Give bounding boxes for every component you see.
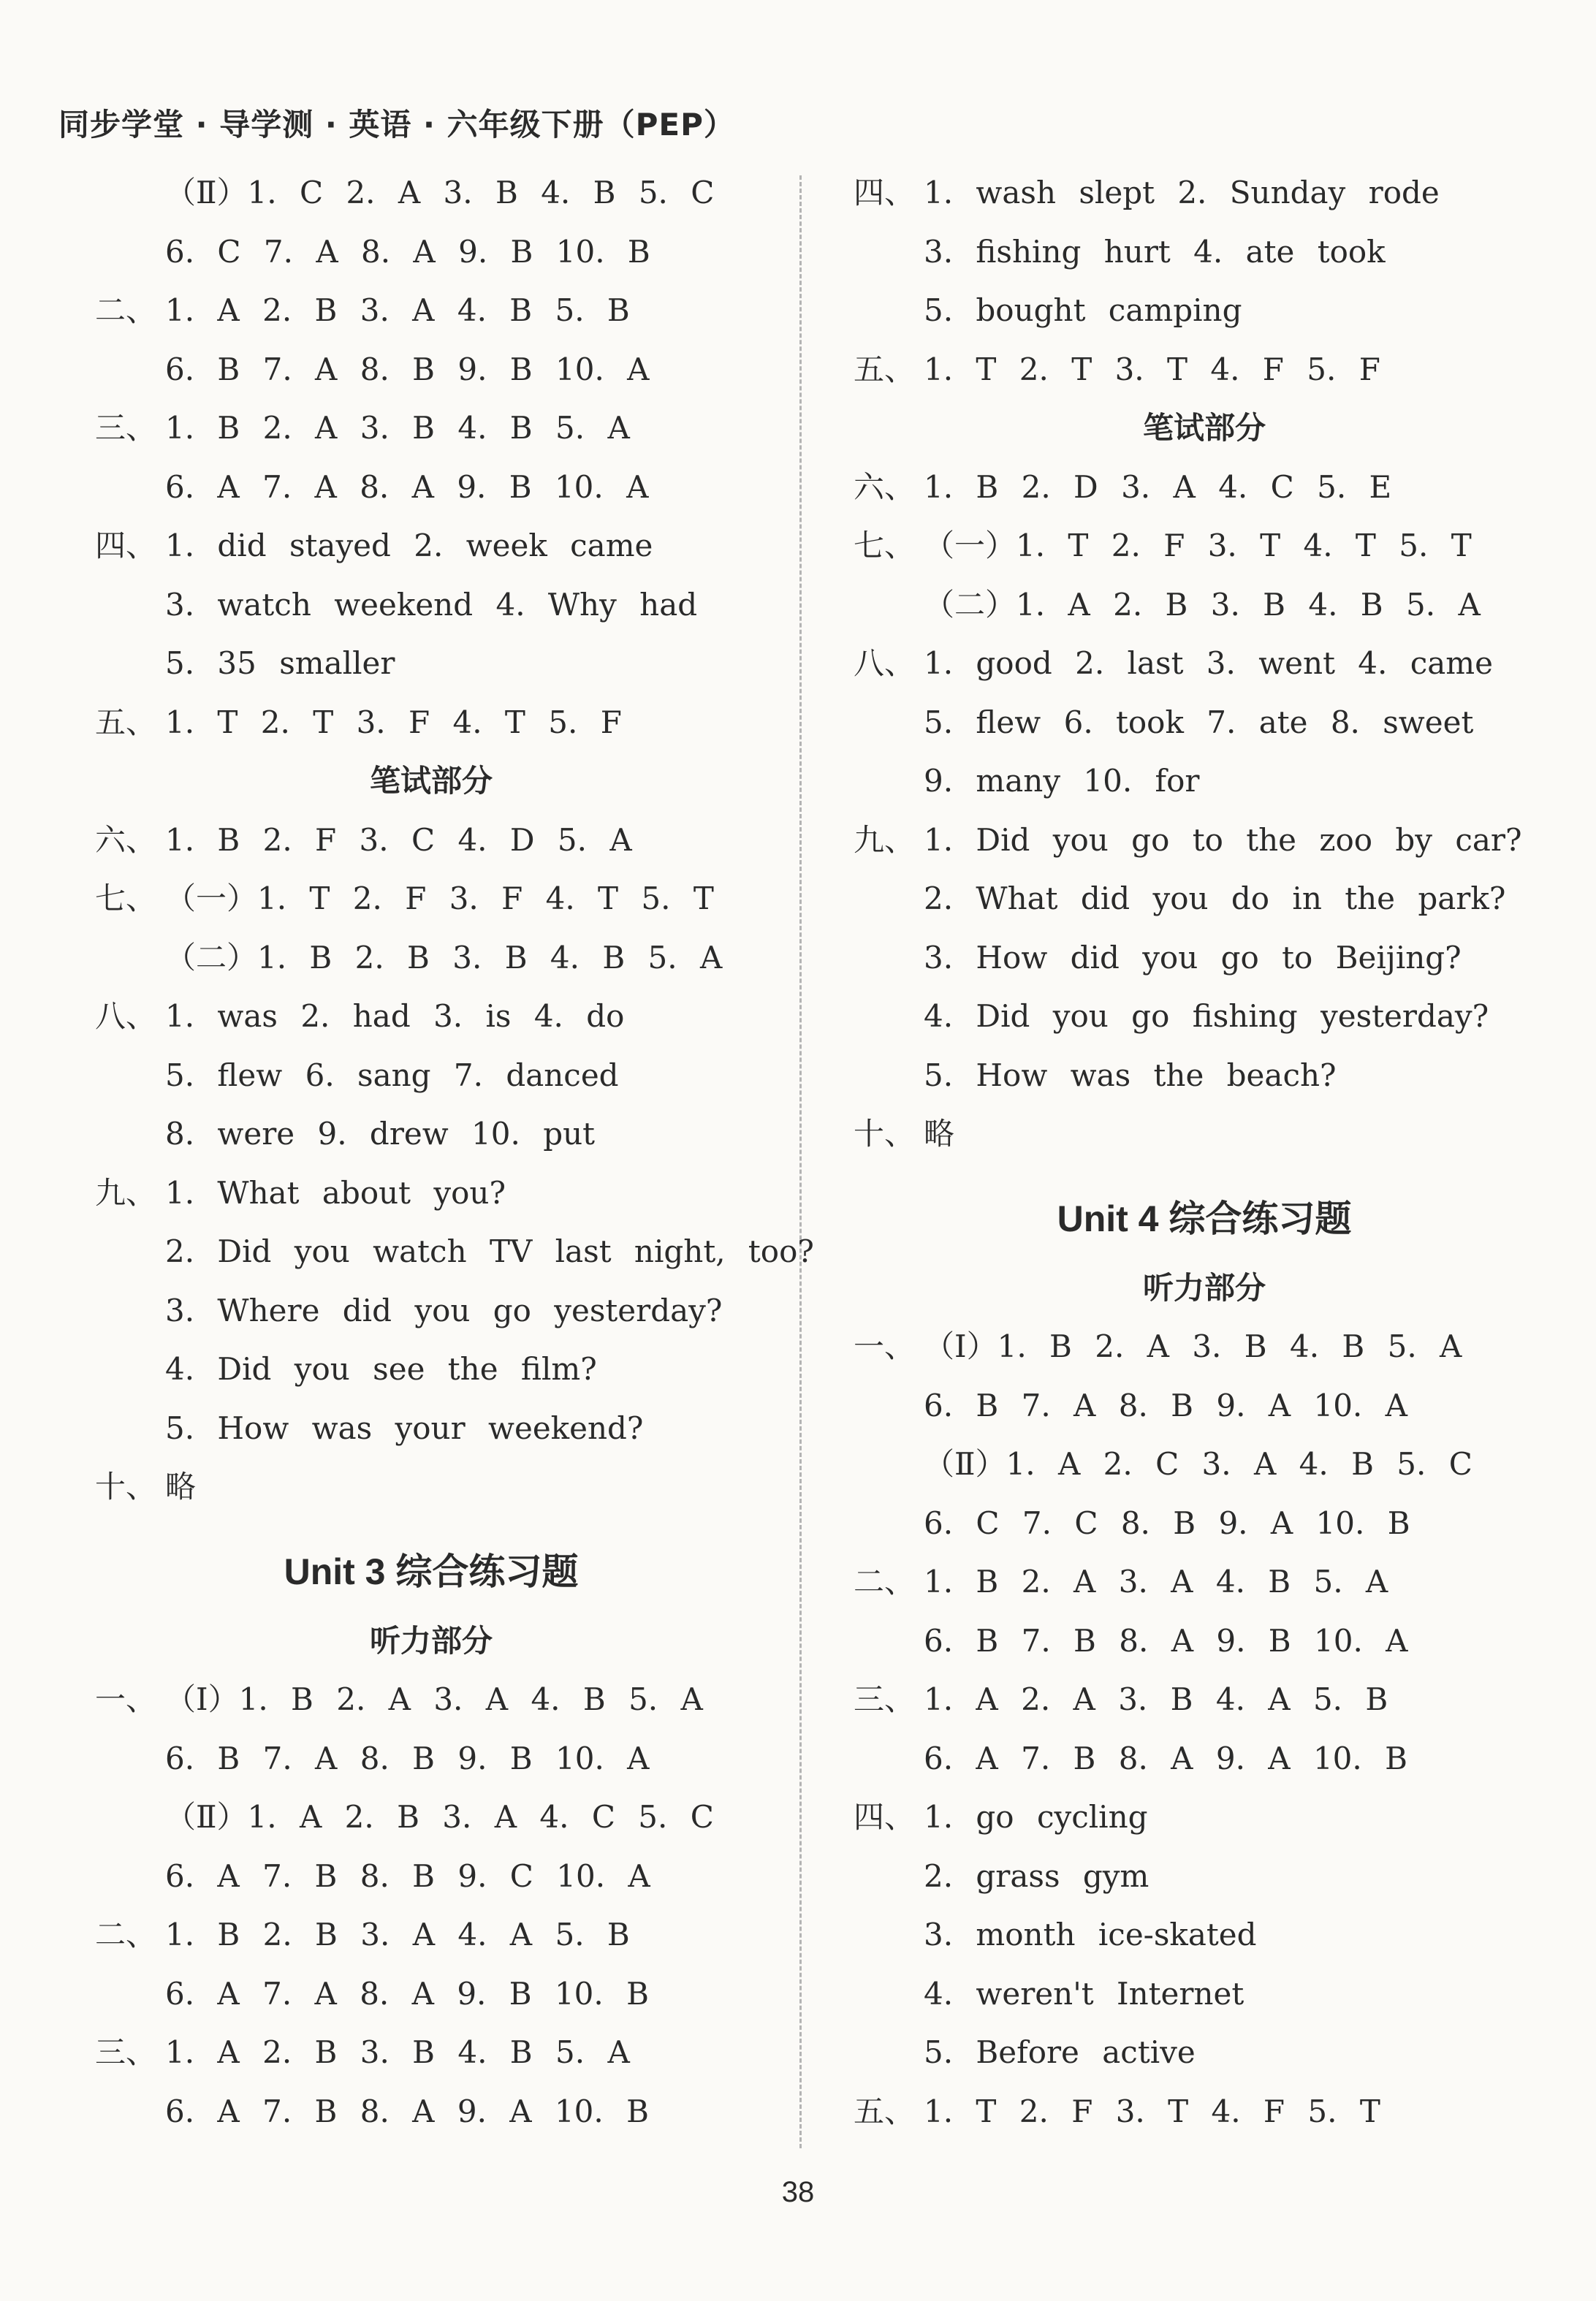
answer-text: 6. C 7. A 8. A 9. B 10. B — [165, 233, 650, 270]
answer-text: 5. bought camping — [924, 292, 1242, 328]
section-number: 五、 — [95, 704, 157, 740]
answer-text: 6. B 7. A 8. B 9. A 10. A — [924, 1387, 1407, 1423]
answer-text: 6. B 7. B 8. A 9. B 10. A — [924, 1622, 1408, 1659]
answer-line — [95, 281, 767, 341]
answer-line — [854, 1046, 1555, 1106]
section-number: 四、 — [854, 1799, 916, 1835]
answer-text: （二）1. A 2. B 3. B 4. B 5. A — [924, 586, 1481, 623]
answer-text: （Ⅱ）1. C 2. A 3. B 4. B 5. C — [165, 175, 715, 210]
answer-line — [854, 1435, 1555, 1494]
answer-line — [854, 517, 1555, 576]
answer-line — [854, 281, 1555, 341]
answer-text: 3. month ice-skated — [924, 1917, 1257, 1952]
answer-text: 8. were 9. drew 10. put — [165, 1116, 596, 1152]
section-number: 六、 — [95, 821, 157, 858]
answer-line — [95, 458, 767, 517]
answer-line — [854, 1553, 1555, 1612]
answer-text: 1. good 2. last 3. went 4. came — [924, 645, 1493, 681]
answer-text: 4. Did you see the film? — [165, 1351, 597, 1387]
answer-line — [854, 811, 1555, 870]
answer-text: 6. A 7. B 8. A 9. A 10. B — [165, 2093, 649, 2129]
answer-line — [854, 1965, 1555, 2024]
section-number: 六、 — [854, 468, 916, 505]
answer-line — [854, 223, 1555, 282]
answer-text: （Ⅱ）1. A 2. C 3. A 4. B 5. C — [924, 1446, 1472, 1482]
answer-text: 4. Did you go fishing yesterday? — [924, 998, 1489, 1034]
answer-text: 4. weren't Internet — [924, 1975, 1244, 2012]
answer-line — [95, 341, 767, 400]
section-heading: 笔试部分 — [1142, 410, 1266, 446]
answer-text: 1. A 2. B 3. A 4. B 5. B — [165, 292, 630, 328]
section-number: 八、 — [95, 998, 157, 1034]
answer-text: 2. Did you watch TV last night, too? — [165, 1233, 814, 1269]
answer-line — [95, 1847, 767, 1906]
answer-line — [95, 1340, 767, 1399]
answer-text: 3. Where did you go yesterday? — [165, 1292, 723, 1328]
answer-text: 6. B 7. A 8. B 9. B 10. A — [165, 351, 650, 387]
answer-text: 1. B 2. D 3. A 4. C 5. E — [924, 468, 1392, 505]
answer-line — [95, 1282, 767, 1341]
section-number: 十、 — [854, 1116, 916, 1152]
answer-line — [95, 987, 767, 1046]
answer-line — [854, 1906, 1555, 1965]
answer-text: 1. T 2. T 3. T 4. F 5. F — [924, 351, 1380, 387]
answer-line — [95, 1965, 767, 2024]
section-heading: 听力部分 — [1142, 1269, 1266, 1306]
answer-text: 3. watch weekend 4. Why had — [165, 586, 698, 623]
section-number: 一、 — [854, 1328, 916, 1364]
right-column — [854, 164, 1555, 2141]
answer-line — [854, 1670, 1555, 1730]
answer-text: （二）1. B 2. B 3. B 4. B 5. A — [165, 939, 723, 975]
answer-text: （Ⅱ）1. A 2. B 3. A 4. C 5. C — [165, 1799, 714, 1835]
answer-line — [854, 1612, 1555, 1671]
section-number: 十、 — [95, 1469, 157, 1505]
page-number: 38 — [781, 2176, 815, 2208]
section-number: 四、 — [854, 175, 916, 210]
answer-text: 1. wash slept 2. Sunday rode — [924, 175, 1440, 210]
answer-line — [854, 1377, 1555, 1436]
answer-text: 2. grass gym — [924, 1857, 1150, 1894]
answer-line — [95, 1670, 767, 1730]
answer-text: 6. A 7. B 8. A 9. A 10. B — [924, 1740, 1407, 1776]
answer-line — [95, 164, 767, 223]
answer-line — [95, 1164, 767, 1223]
section-number: 五、 — [854, 2093, 916, 2129]
answer-text: 1. B 2. B 3. A 4. A 5. B — [165, 1917, 630, 1952]
section-number: 八、 — [854, 645, 916, 681]
answer-line — [95, 1906, 767, 1965]
answer-line — [95, 1458, 767, 1517]
answer-line — [95, 1399, 767, 1458]
answer-text: 9. many 10. for — [924, 763, 1200, 799]
answer-text: 1. was 2. had 3. is 4. do — [165, 998, 625, 1034]
answer-line — [854, 1847, 1555, 1906]
section-number: 二、 — [95, 292, 157, 328]
answer-line — [854, 1494, 1555, 1553]
answer-line — [854, 576, 1555, 635]
answer-text: 1. B 2. A 3. A 4. B 5. A — [924, 1564, 1388, 1600]
answer-text: 6. B 7. A 8. B 9. B 10. A — [165, 1740, 650, 1776]
section-number: 九、 — [854, 821, 916, 858]
answer-line — [95, 693, 767, 753]
answer-text: （一）1. T 2. F 3. F 4. T 5. T — [165, 881, 714, 916]
answer-text: 1. T 2. T 3. F 4. T 5. F — [165, 704, 622, 740]
answer-line — [95, 929, 767, 988]
unit-title: Unit 4 综合练习题 — [1057, 1198, 1352, 1239]
answer-line — [95, 1788, 767, 1847]
answer-line — [854, 693, 1555, 753]
answer-text: 5. How was your weekend? — [165, 1410, 644, 1446]
answer-line — [854, 2023, 1555, 2083]
answer-line — [95, 399, 767, 458]
answer-line — [854, 1317, 1555, 1377]
answer-text: 略 — [165, 1469, 197, 1505]
answer-line — [854, 1105, 1555, 1164]
answer-line — [95, 2023, 767, 2083]
answer-line — [854, 164, 1555, 223]
section-number: 七、 — [95, 881, 157, 916]
section-heading: 笔试部分 — [369, 763, 493, 799]
section-number: 四、 — [95, 528, 157, 563]
answer-text: 6. A 7. A 8. A 9. B 10. A — [165, 468, 649, 505]
answer-line — [854, 987, 1555, 1046]
answer-line — [95, 1730, 767, 1789]
answer-line — [854, 929, 1555, 988]
answer-line — [854, 870, 1555, 929]
answer-line — [854, 341, 1555, 400]
answer-text: 5. Before active — [924, 2034, 1196, 2070]
section-number: 二、 — [95, 1917, 157, 1952]
answer-line — [854, 752, 1555, 811]
answer-line — [854, 2083, 1555, 2142]
answer-line — [95, 1046, 767, 1106]
answer-text: 3. fishing hurt 4. ate took — [924, 233, 1386, 270]
answer-text: 1. What about you? — [165, 1174, 506, 1211]
answer-text: 2. What did you do in the park? — [924, 881, 1506, 916]
answer-line — [854, 1730, 1555, 1789]
answer-text: （Ⅰ）1. B 2. A 3. A 4. B 5. A — [165, 1681, 703, 1717]
answer-line — [95, 223, 767, 282]
answer-text: 1. go cycling — [924, 1799, 1148, 1835]
answer-text: 1. Did you go to the zoo by car? — [924, 821, 1522, 858]
answer-text: 1. A 2. A 3. B 4. A 5. B — [924, 1681, 1388, 1717]
answer-line — [95, 870, 767, 929]
answer-text: 5. 35 smaller — [165, 645, 395, 681]
section-number: 三、 — [854, 1681, 916, 1717]
answer-line — [854, 634, 1555, 693]
answer-text: 5. flew 6. sang 7. danced — [165, 1057, 619, 1093]
answer-line — [95, 634, 767, 693]
page-header: 同步学堂 · 导学测 · 英语 · 六年级下册（PEP） — [58, 107, 735, 142]
answer-line — [95, 517, 767, 576]
answer-text: 5. flew 6. took 7. ate 8. sweet — [924, 704, 1474, 740]
answer-text: 5. How was the beach? — [924, 1057, 1337, 1093]
answer-line — [95, 576, 767, 635]
answer-text: 1. T 2. F 3. T 4. F 5. T — [924, 2093, 1380, 2129]
answer-text: 1. did stayed 2. week came — [165, 528, 653, 563]
answer-text: 6. A 7. B 8. B 9. C 10. A — [165, 1857, 650, 1894]
answer-text: 略 — [924, 1116, 955, 1152]
answer-text: 6. C 7. C 8. B 9. A 10. B — [924, 1505, 1410, 1541]
section-number: 一、 — [95, 1681, 157, 1717]
answer-text: （Ⅰ）1. B 2. A 3. B 4. B 5. A — [924, 1328, 1462, 1364]
left-column — [95, 164, 814, 2141]
answer-text: 1. B 2. A 3. B 4. B 5. A — [165, 410, 630, 446]
column-divider — [799, 175, 802, 2148]
section-number: 九、 — [95, 1174, 157, 1211]
section-number: 三、 — [95, 410, 157, 446]
answer-line — [854, 1788, 1555, 1847]
section-number: 七、 — [854, 528, 916, 563]
section-number: 五、 — [854, 351, 916, 387]
answer-text: 1. A 2. B 3. B 4. B 5. A — [165, 2034, 630, 2070]
answer-text: 6. A 7. A 8. A 9. B 10. B — [165, 1975, 649, 2012]
answer-text: 1. B 2. F 3. C 4. D 5. A — [165, 821, 632, 858]
unit-title: Unit 3 综合练习题 — [284, 1551, 579, 1592]
answer-line — [95, 1105, 767, 1164]
section-heading: 听力部分 — [369, 1622, 493, 1659]
section-number: 三、 — [95, 2034, 157, 2070]
answer-line — [854, 458, 1555, 517]
answer-line — [95, 1222, 814, 1282]
answer-text: 3. How did you go to Beijing? — [924, 939, 1462, 975]
answer-line — [95, 2083, 767, 2142]
answer-text: （一）1. T 2. F 3. T 4. T 5. T — [924, 528, 1472, 563]
section-number: 二、 — [854, 1564, 916, 1600]
answer-line — [95, 811, 767, 870]
